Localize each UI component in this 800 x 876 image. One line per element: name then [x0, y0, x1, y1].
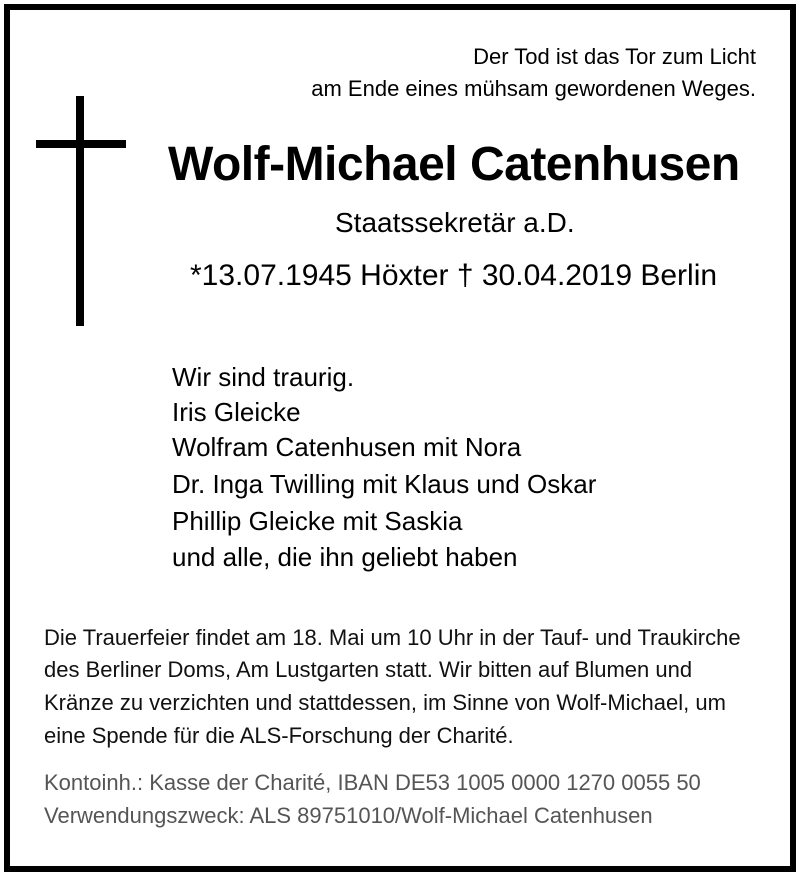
service-line: des Berliner Doms, Am Lustgarten statt. Wir bitten auf Blumen und [44, 657, 693, 682]
bank-details-line: Verwendungszweck: ALS 89751010/Wolf-Michael Catenhusen [44, 803, 653, 828]
motto-line-2: am Ende eines mühsam gewordenen Weges. [311, 76, 756, 101]
service-line: Kränze zu verzichten und stattdessen, im Sinne von Wolf-Michael, um [44, 690, 726, 715]
mourner-line: Iris Gleicke [172, 397, 301, 427]
life-dates: *13.07.1945 Höxter † 30.04.2019 Berlin [190, 259, 718, 292]
service-line: Die Trauerfeier findet am 18. Mai um 10 Uhr in der Tauf- und Traukirche [44, 625, 741, 650]
cross-horizontal-bar [36, 140, 126, 148]
mourner-line: Phillip Gleicke mit Saskia [172, 506, 463, 536]
cross-vertical-bar [76, 96, 84, 326]
service-line: eine Spende für die ALS-Forschung der Charité. [44, 723, 514, 748]
motto-line-1: Der Tod ist das Tor zum Licht [473, 44, 756, 69]
deceased-name: Wolf-Michael Catenhusen [168, 138, 740, 191]
mourner-line: und alle, die ihn geliebt haben [172, 542, 518, 572]
deceased-title: Staatssekretär a.D. [335, 207, 575, 238]
bank-details-line: Kontoinh.: Kasse der Charité, IBAN DE53 1005 0000 1270 0055 50 [44, 770, 701, 795]
mourner-line: Wolfram Catenhusen mit Nora [172, 432, 522, 462]
mourner-line: Dr. Inga Twilling mit Klaus und Oskar [172, 469, 597, 499]
mourner-line: Wir sind traurig. [172, 362, 355, 392]
